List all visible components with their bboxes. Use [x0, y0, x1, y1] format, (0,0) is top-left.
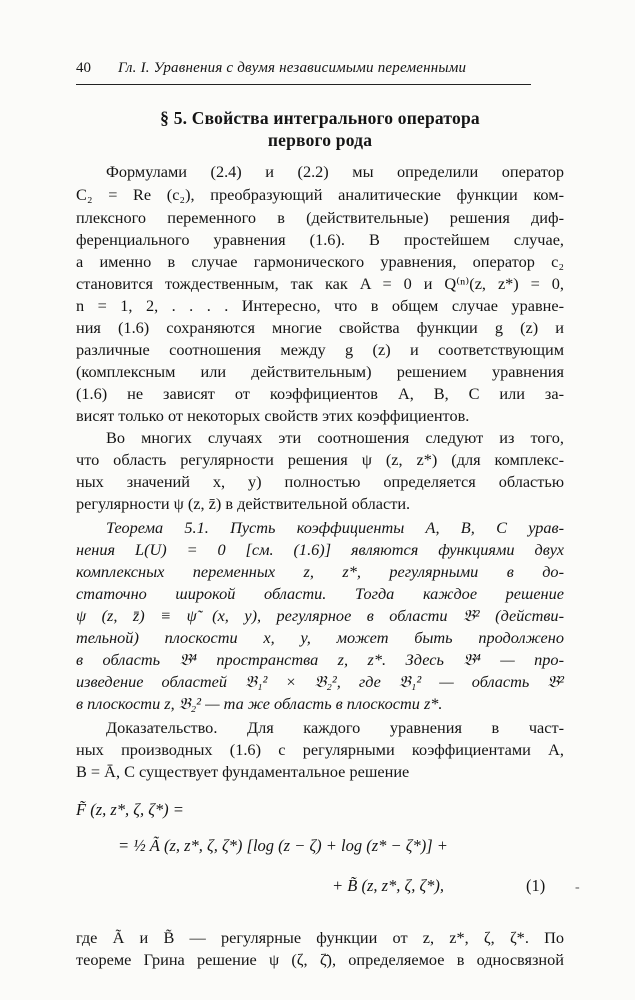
- theorem-line: комплексных переменных z, z*, регулярными в до-: [76, 562, 564, 581]
- text-line: регулярности ψ (z, z̄) в действительной области.: [76, 494, 411, 513]
- page-number: 40: [76, 60, 91, 76]
- theorem-line: изведение областей 𝔅₁² × 𝔅₂², где 𝔅₁² — область 𝔅²: [76, 672, 564, 691]
- theorem-line: в область 𝔅⁴ пространства z, z*. Здесь 𝔅⁴ — про-: [76, 650, 564, 669]
- text-line: плексного переменного в (действительные) решения диф-: [76, 208, 564, 227]
- theorem-line: статочно широкой области. Тогда каждое решение: [76, 584, 564, 603]
- equation-number: (1): [526, 876, 546, 895]
- text-line: где Ã и B̃ — регулярные функции от z, z*, ζ, ζ*. По: [76, 928, 564, 947]
- text-line: Формулами (2.4) и (2.2) мы определили оператор: [106, 162, 564, 181]
- equation-line: F̃ (z, z*, ζ, ζ*) =: [76, 800, 184, 819]
- margin-mark: -: [575, 880, 580, 895]
- text-line: Во многих случаях эти соотношения следуют из того,: [106, 428, 564, 447]
- theorem-line: нения L(U) = 0 [см. (1.6)] являются функциями двух: [76, 540, 564, 559]
- text-line: (комплексным или действительным) решением уравнения: [76, 362, 564, 381]
- section-title-continued: первого рода: [267, 130, 373, 150]
- text-line: ных значений x, y) полностью определяется областью: [76, 472, 564, 491]
- theorem-line: Теорема 5.1. Пусть коэффициенты A, B, C урав-: [106, 518, 564, 537]
- text-line: (1.6) не зависят от коэффициентов A, B, C или за-: [76, 384, 564, 403]
- equation-line: + B̃ (z, z*, ζ, ζ*),: [332, 876, 445, 895]
- text-line: n = 1, 2, . . . . Интересно, что в общем случае уравне-: [76, 296, 564, 315]
- text-line: теореме Грина решение ψ (ζ, ζ̄), определяемое в односвязной: [76, 950, 564, 969]
- proof-line: Доказательство. Для каждого уравнения в част-: [106, 718, 564, 737]
- text-line: что область регулярности решения ψ (z, z*) (для комплекс-: [76, 450, 564, 469]
- theorem-line: в плоскости z, 𝔅₂² — та же область в плоскости z*.: [76, 694, 443, 713]
- running-title: Гл. I. Уравнения с двумя независимыми переменными: [118, 60, 467, 76]
- text-line: становится тождественным, так как A = 0 и Q⁽ⁿ⁾(z, z*) = 0,: [76, 274, 564, 293]
- text-line: висят только от некоторых свойств этих коэффициентов.: [76, 406, 470, 425]
- theorem-line: ψ (z, z̄) ≡ ψ̃ (x, y), регулярное в области 𝔅² (действи-: [76, 606, 564, 625]
- text-line: различные соотношения между g (z) и соответствующим: [76, 340, 564, 359]
- proof-line: ных производных (1.6) с регулярными коэффициентами A,: [76, 740, 564, 759]
- proof-line: B = Ā, C существует фундаментальное решение: [76, 762, 410, 781]
- section-title: § 5. Свойства интегрального оператора: [160, 108, 480, 128]
- running-header: [76, 60, 531, 85]
- text-line: ференциального уравнения (1.6). В простейшем случае,: [76, 230, 564, 249]
- text-line: ния (1.6) сохраняются многие свойства функции g (z) и: [76, 318, 564, 337]
- text-line: а именно в случае гармонического уравнения, оператор c₂: [76, 252, 564, 271]
- equation-line: = ½ Ã (z, z*, ζ, ζ*) [log (z − ζ) + log (z* − ζ*)] +: [118, 836, 448, 855]
- text-line: C₂ = Re (c₂), преобразующий аналитические функции ком-: [76, 185, 564, 204]
- theorem-line: тельной) плоскости x, y, может быть продолжено: [76, 628, 564, 647]
